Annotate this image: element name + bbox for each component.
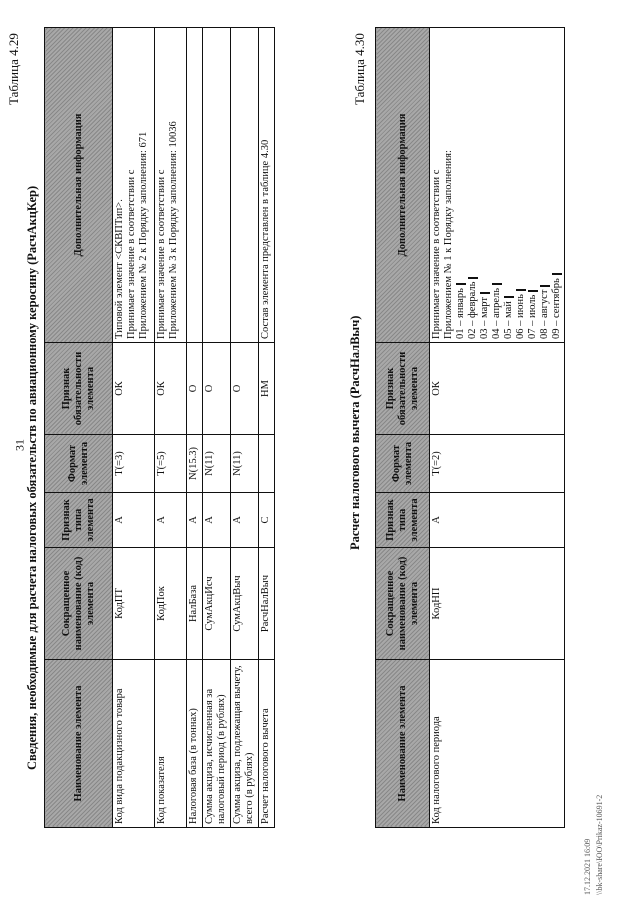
cell-code: СумАкцИсч xyxy=(203,548,231,660)
cell-type: А xyxy=(187,493,203,548)
bar-mark xyxy=(516,289,526,291)
cell-code: РасчНалВыч xyxy=(259,548,275,660)
info-line: Приложением № 3 к Порядку заполнения: 10036 xyxy=(168,121,179,339)
info-line: Приложением № 2 к Порядку заполнения: 671 xyxy=(138,131,149,339)
table2 xyxy=(375,27,565,828)
cell-format: N(15.3) xyxy=(187,435,203,493)
info-line: Типовой элемент <СКВПТип>. xyxy=(114,199,125,339)
cell-required: О xyxy=(231,343,259,435)
cell-required: НМ xyxy=(259,343,275,435)
period-label: 02 – февраль xyxy=(467,281,478,339)
table1-header-code: Сокращенное наименование (код) элемента xyxy=(45,548,113,660)
cell-format xyxy=(259,435,275,493)
bar-mark xyxy=(480,292,490,294)
bar-mark xyxy=(528,290,538,292)
table-row xyxy=(203,28,231,828)
period-label: 01 – январь xyxy=(455,288,466,339)
page-number: 31 xyxy=(12,439,27,451)
cell-name: Код показателя xyxy=(155,660,187,828)
period-label: 09 – сентябрь xyxy=(551,278,562,339)
cell-required: ОК xyxy=(113,343,155,435)
table2-caption: Таблица 4.30 xyxy=(352,33,367,105)
period-item xyxy=(527,31,539,339)
table1-header-type: Признак типа элемента xyxy=(45,493,113,548)
bar-mark xyxy=(456,283,466,285)
cell-type: А xyxy=(113,493,155,548)
table1-header-required: Признак обязательности элемента xyxy=(45,343,113,435)
cell-type: А xyxy=(231,493,259,548)
info-line: Принимает значение в соответствии с xyxy=(431,169,442,339)
period-item xyxy=(479,31,491,339)
period-item xyxy=(503,31,515,339)
table1-caption: Таблица 4.29 xyxy=(6,33,21,105)
table1 xyxy=(44,27,275,828)
info-line: Принимает значение в соответствии с xyxy=(126,169,137,339)
cell-info xyxy=(113,28,155,343)
table2-header-format: Формат элемента xyxy=(376,435,430,493)
period-item xyxy=(539,31,551,339)
period-label: 03 – март xyxy=(479,297,490,339)
table-row xyxy=(231,28,259,828)
cell-required: О xyxy=(203,343,231,435)
table1-heading: Сведения, необходимые для расчета налоговых обязательств по авиационному керосину (РасчАкцКер) xyxy=(25,185,39,770)
period-label: 04 – апрель xyxy=(491,287,502,339)
cell-name: Сумма акциза, исчисленная за налоговый период (в рублях) xyxy=(203,660,231,828)
cell-format: N(11) xyxy=(203,435,231,493)
table2-heading: Расчет налогового вычета (РасчНалВыч) xyxy=(348,315,362,550)
cell-code: СумАкцВыч xyxy=(231,548,259,660)
cell-name: Код налогового периода xyxy=(430,660,565,828)
period-label: 06 – июнь xyxy=(515,294,526,339)
cell-type: А xyxy=(155,493,187,548)
cell-required: О xyxy=(187,343,203,435)
cell-type: А xyxy=(430,493,565,548)
cell-info xyxy=(187,28,203,343)
cell-format: T(=3) xyxy=(113,435,155,493)
cell-format: T(=5) xyxy=(155,435,187,493)
footer-path: \\bk-share\ЮО\Prikaz-10691-2 xyxy=(595,794,604,895)
cell-type: С xyxy=(259,493,275,548)
cell-name: Налоговая база (в тоннах) xyxy=(187,660,203,828)
table1-header-name: Наименование элемента xyxy=(45,660,113,828)
table2-header-info: Дополнительная информация xyxy=(376,28,430,343)
table2-header-type: Признак типа элемента xyxy=(376,493,430,548)
period-item xyxy=(455,31,467,339)
cell-required: ОК xyxy=(155,343,187,435)
bar-mark xyxy=(552,273,562,275)
period-label: 08 – август xyxy=(539,289,550,339)
bar-mark xyxy=(492,283,502,285)
cell-format: T(=2) xyxy=(430,435,565,493)
cell-name: Сумма акциза, подлежащая вычету, всего (в рублях) xyxy=(231,660,259,828)
cell-name: Расчет налогового вычета xyxy=(259,660,275,828)
landscape-page xyxy=(0,25,600,905)
bar-mark xyxy=(504,296,514,298)
table-row xyxy=(259,28,275,828)
period-item xyxy=(515,31,527,339)
table-row xyxy=(113,28,155,828)
period-item xyxy=(467,31,479,339)
table1-header-row xyxy=(45,28,113,828)
table1-header-format: Формат элемента xyxy=(45,435,113,493)
cell-info xyxy=(155,28,187,343)
footer-timestamp: 17.12.2021 16:09 xyxy=(583,838,592,895)
table1-header-info: Дополнительная информация xyxy=(45,28,113,343)
cell-type: А xyxy=(203,493,231,548)
cell-info xyxy=(231,28,259,343)
period-item xyxy=(551,31,563,339)
cell-code: КодНП xyxy=(430,548,565,660)
period-label: 05 – май xyxy=(503,301,514,339)
cell-code: КодПТ xyxy=(113,548,155,660)
table2-header-name: Наименование элемента xyxy=(376,660,430,828)
cell-info xyxy=(203,28,231,343)
cell-code: КодПок xyxy=(155,548,187,660)
cell-info: Состав элемента представлен в таблице 4.30 xyxy=(259,28,275,343)
table2-header-row xyxy=(376,28,430,828)
table2-header-required: Признак обязательности элемента xyxy=(376,343,430,435)
table2-header-code: Сокращенное наименование (код) элемента xyxy=(376,548,430,660)
cell-format: N(11) xyxy=(231,435,259,493)
cell-name: Код вида подакцизного товара xyxy=(113,660,155,828)
bar-mark xyxy=(540,285,550,287)
info-line: Приложением № 1 к Порядку заполнения: xyxy=(443,150,454,339)
cell-info xyxy=(430,28,565,343)
period-item xyxy=(491,31,503,339)
period-label: 07 – июль xyxy=(527,294,538,339)
table-row xyxy=(187,28,203,828)
bar-mark xyxy=(468,277,478,279)
table-row xyxy=(430,28,565,828)
cell-code: НалБаза xyxy=(187,548,203,660)
info-line: Принимает значение в соответствии с xyxy=(156,169,167,339)
table-row xyxy=(155,28,187,828)
cell-required: ОК xyxy=(430,343,565,435)
